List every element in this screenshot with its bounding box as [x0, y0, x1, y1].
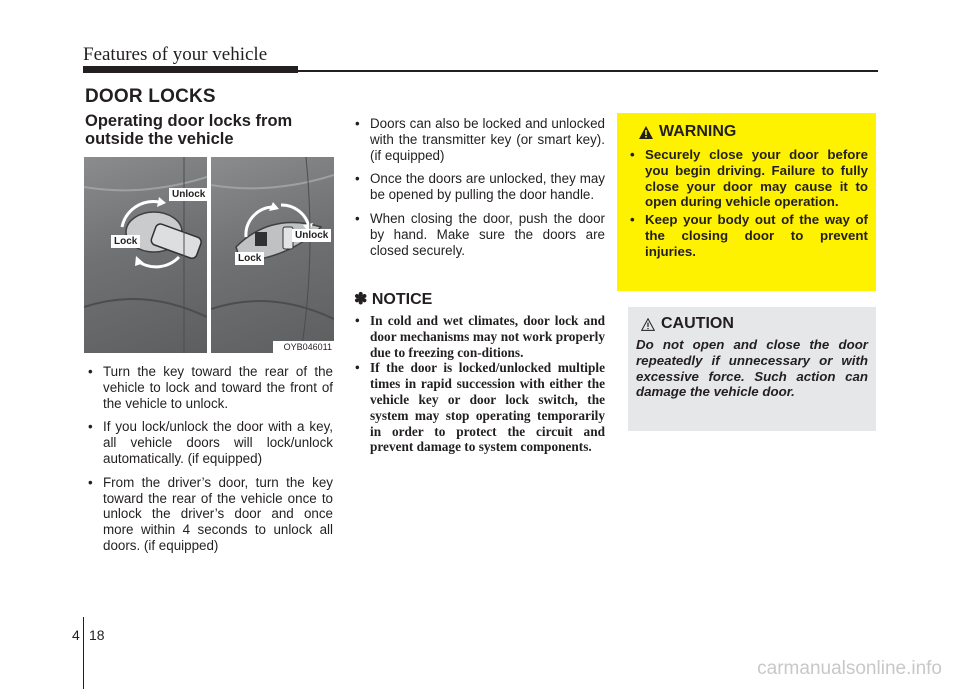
- caution-text: Do not open and close the door repeatedly if unnecessary or with excessive force. Such action can damage the vehicle door.: [636, 337, 868, 400]
- header-thin-rule: [298, 70, 878, 72]
- figure-label-lock-switch: Lock: [235, 252, 264, 265]
- door-lock-figure: [84, 157, 334, 353]
- caution-heading: [641, 315, 868, 333]
- warning-triangle-icon: [639, 126, 653, 139]
- warning-title: WARNING: [659, 123, 737, 140]
- list-item: • From the driver’s door, turn the key toward the rear of the vehicle once to unlock the driver’s door and once more within 4 seconds to unlock all doors. (if equipped): [85, 475, 333, 554]
- caution-title: CAUTION: [661, 315, 734, 332]
- chapter-number: 4: [72, 627, 80, 643]
- header-thick-rule: [83, 66, 298, 73]
- door-lock-switch-illustration: [211, 157, 334, 353]
- section-title: DOOR LOCKS: [85, 86, 216, 107]
- figure-caption: OYB046011: [273, 341, 334, 354]
- list-item: • Doors can also be locked and unlocked with the transmitter key (or smart key). (if equipped): [352, 116, 605, 163]
- list-item: • Securely close your door before you begin driving. Failure to fully close your door may cause it to open during vehicle operation.: [627, 147, 868, 210]
- list-item: • If the door is locked/unlocked multiple times in rapid succession with either the vehicle key or door lock switch, the system may stop operating temporarily in order to protect the circuit and prevent damage to system components.: [352, 360, 605, 455]
- figure-label-lock: Lock: [111, 235, 140, 248]
- list-item: • In cold and wet climates, door lock and door mechanisms may not work properly due to freezing con-ditions.: [352, 313, 605, 360]
- key-operation-list: [85, 364, 333, 562]
- list-item: • When closing the door, push the door by hand. Make sure the doors are closed securely.: [352, 211, 605, 258]
- footer-divider: [83, 617, 84, 689]
- list-item: • If you lock/unlock the door with a key, all vehicle doors will lock/unlock automatically. (if equipped): [85, 419, 333, 466]
- warning-heading: [639, 123, 868, 141]
- notice-title: ✽ NOTICE: [354, 291, 433, 308]
- figure-label-unlock: Unlock: [169, 188, 207, 201]
- caution-triangle-icon: [641, 318, 655, 331]
- door-operation-list: [352, 116, 605, 266]
- running-header: Features of your vehicle: [83, 44, 268, 65]
- list-item: • Turn the key toward the rear of the vehicle to lock and toward the front of the vehicle to unlock.: [85, 364, 333, 411]
- subheading: Operating door locks from outside the vehicle: [85, 112, 293, 148]
- key-in-lock-illustration: [84, 157, 207, 353]
- site-watermark: carmanualsonline.info: [757, 658, 942, 679]
- page-number: 18: [89, 627, 105, 643]
- warning-box: [617, 113, 876, 291]
- figure-label-unlock-switch: Unlock: [292, 229, 331, 242]
- caution-box: [628, 307, 876, 431]
- list-item: • Once the doors are unlocked, they may be opened by pulling the door handle.: [352, 171, 605, 203]
- notice-list: [352, 313, 605, 455]
- figure-panel-right: [211, 157, 334, 353]
- list-item: • Keep your body out of the way of the closing door to prevent injuries.: [627, 212, 868, 259]
- figure-panel-left: [84, 157, 207, 353]
- warning-list: [627, 147, 868, 260]
